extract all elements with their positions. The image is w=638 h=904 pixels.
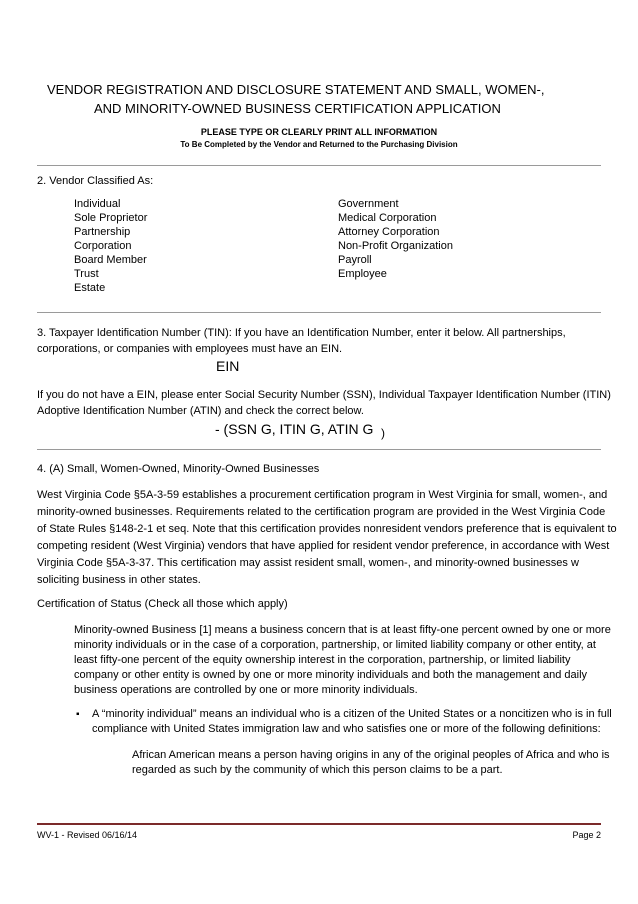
section4-heading: 4. (A) Small, Women-Owned, Minority-Owned Businesses xyxy=(37,463,320,475)
tin-instructions-line1: 3. Taxpayer Identification Number (TIN): If you have an Identification Number, enter it below. All partnerships, xyxy=(37,327,566,339)
footer-page-number: Page 2 xyxy=(572,830,601,840)
form-title-line1: VENDOR REGISTRATION AND DISCLOSURE STATEMENT AND SMALL, WOMEN-, xyxy=(47,82,545,97)
option-estate[interactable]: Estate xyxy=(74,282,106,294)
id-type-options[interactable]: - (SSN G, ITIN G, ATIN G xyxy=(215,421,374,437)
option-partnership[interactable]: Partnership xyxy=(74,226,131,238)
footer-rule xyxy=(37,823,601,825)
option-non-profit[interactable]: Non-Profit Organization xyxy=(338,240,453,252)
minority-owned-line: company or other entity is owned by one or more minority individuals and both the management and daily xyxy=(74,669,588,681)
option-sole-proprietor[interactable]: Sole Proprietor xyxy=(74,212,148,224)
minority-individual-line: compliance with United States immigration law and who satisfies one or more of the following definitions: xyxy=(92,723,601,735)
text-cursor: ) xyxy=(381,426,385,440)
option-attorney-corporation[interactable]: Attorney Corporation xyxy=(338,226,440,238)
wv-code-para-line: of State Rules §148-2-1 et seq. Note that this certification provides nonresident vendors preference that is equivalent to xyxy=(37,523,617,535)
ssn-instructions-line2: Adoptive Identification Number (ATIN) and check the correct below. xyxy=(37,405,364,417)
bullet-icon: ▪ xyxy=(76,709,80,720)
print-instruction: PLEASE TYPE OR CLEARLY PRINT ALL INFORMATION xyxy=(200,127,438,137)
option-employee[interactable]: Employee xyxy=(338,268,387,280)
wv-code-para-line: minority-owned businesses. Requirements related to the certification program are provided in the West Virginia Code xyxy=(37,506,606,518)
african-american-line: African American means a person having origins in any of the original peoples of Africa and who is xyxy=(132,749,610,761)
option-trust[interactable]: Trust xyxy=(74,268,99,280)
option-corporation[interactable]: Corporation xyxy=(74,240,132,252)
return-instruction: To Be Completed by the Vendor and Returned to the Purchasing Division xyxy=(180,140,458,149)
divider xyxy=(37,449,601,450)
minority-owned-line: business operations are controlled by one or more minority individuals. xyxy=(74,684,418,696)
vendor-class-left-list xyxy=(74,197,147,295)
wv-code-para-line: soliciting business in other states. xyxy=(37,574,201,586)
option-government[interactable]: Government xyxy=(338,198,399,210)
tin-instructions-line2: corporations, or companies with employees must have an EIN. xyxy=(37,343,343,355)
footer-revision: WV-1 - Revised 06/16/14 xyxy=(37,830,138,840)
section2-label: 2. Vendor Classified As: xyxy=(37,175,154,187)
ssn-instructions-line1: If you do not have a EIN, please enter Social Security Number (SSN), Individual Taxpayer Identification Number (ITIN) xyxy=(37,389,611,401)
wv-code-para-line: Virginia Code §5A-3-37. This certification may assist resident small, women-, and minority-owned businesses w xyxy=(37,557,579,569)
vendor-class-right-list xyxy=(338,197,453,281)
option-payroll[interactable]: Payroll xyxy=(338,254,372,266)
minority-owned-line: minority individuals or in the case of a corporation, partnership, or limited liability company or other entity, at xyxy=(74,639,596,651)
wv-code-para-line: West Virginia Code §5A-3-59 establishes a procurement certification program in West Virginia for small, women-, and xyxy=(37,489,608,501)
minority-owned-line: Minority-owned Business [1] means a business concern that is at least fifty-one percent owned by one or more xyxy=(74,624,611,636)
wv-code-para-line: competing resident (West Virginia) vendors that have applied for resident vendor preference, in accordance with West xyxy=(37,540,610,552)
certification-status-label: Certification of Status (Check all those which apply) xyxy=(37,598,288,610)
option-individual[interactable]: Individual xyxy=(74,198,121,210)
divider xyxy=(37,165,601,166)
form-title-line2: AND MINORITY-OWNED BUSINESS CERTIFICATION APPLICATION xyxy=(94,101,501,116)
minority-individual-line: A “minority individual” means an individual who is a citizen of the United States or a noncitizen who is in full xyxy=(92,708,612,720)
ein-field-label[interactable]: EIN xyxy=(216,358,240,374)
option-medical-corporation[interactable]: Medical Corporation xyxy=(338,212,437,224)
divider xyxy=(37,312,601,313)
african-american-line: regarded as such by the community of which this person claims to be a part. xyxy=(132,764,503,776)
option-board-member[interactable]: Board Member xyxy=(74,254,147,266)
minority-owned-line: least fifty-one percent of the equity ownership interest in the corporation, partnership, or limited liability xyxy=(74,654,571,666)
